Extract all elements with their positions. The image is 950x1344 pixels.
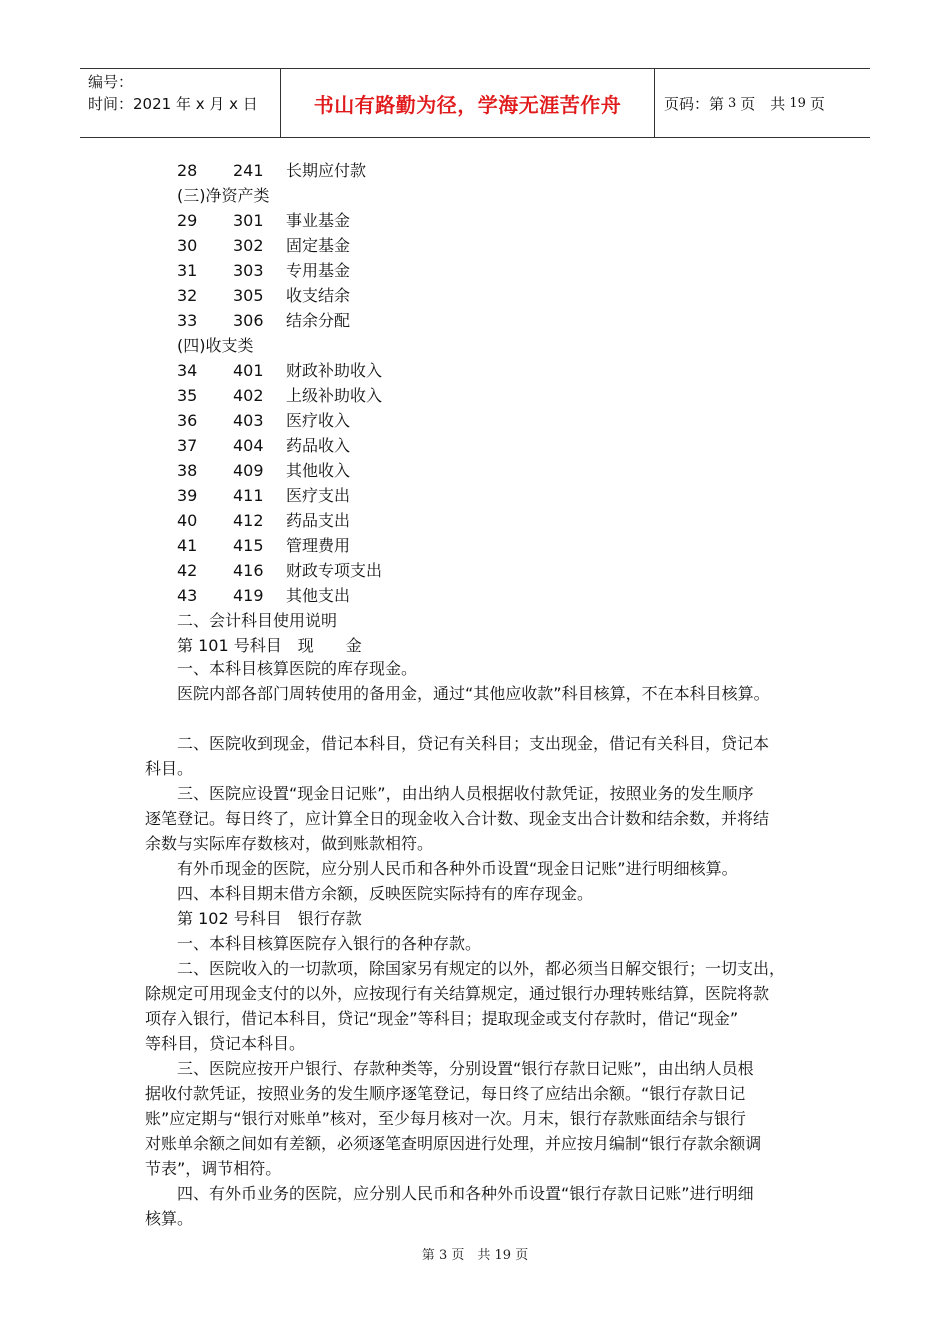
- paragraph: [145, 881, 810, 906]
- account-no: 36: [177, 411, 198, 430]
- account-no: 39: [177, 486, 198, 505]
- paragraph: [145, 781, 810, 856]
- text-line: 逐笔登记。每日终了，应计算全日的现金收入合计数、现金支出合计数和结余数，并将结: [145, 809, 770, 828]
- paragraph: [145, 656, 810, 681]
- footer-middle: 页 共: [451, 1248, 491, 1263]
- account-code: 411: [233, 486, 264, 505]
- account-no: 38: [177, 461, 198, 480]
- text-line: 四、本科目期末借方余额，反映医院实际持有的库存现金。: [177, 884, 594, 903]
- body-text: [145, 656, 810, 1231]
- account-name: 药品收入: [286, 436, 351, 455]
- page-footer: [0, 1244, 950, 1263]
- footer-suffix: 页: [515, 1248, 529, 1263]
- account-no: 37: [177, 436, 198, 455]
- text-line: 对账单余额之间如有差额，必须逐笔查明原因进行处理，并应按月编制“银行存款余额调: [145, 1134, 762, 1153]
- section-heading: (三)净资产类: [177, 186, 270, 205]
- account-row: [177, 583, 382, 608]
- section-heading: (四)收支类: [177, 336, 254, 355]
- account-row: [177, 308, 382, 333]
- account-name: 药品支出: [286, 511, 351, 530]
- account-name: 长期应付款: [286, 161, 367, 180]
- paragraph: [145, 856, 810, 881]
- text-line: 项存入银行，借记本科目，贷记“现金”等科目；提取现金或支付存款时，借记“现金”: [145, 1009, 739, 1028]
- account-code: 412: [233, 511, 264, 530]
- account-row: [177, 433, 382, 458]
- account-no: 35: [177, 386, 198, 405]
- footer-current: 3: [438, 1248, 448, 1263]
- account-name: 其他收入: [286, 461, 351, 480]
- account-name: 固定基金: [286, 236, 351, 255]
- page-total: 19: [789, 95, 806, 111]
- text-line: 账”应定期与“银行对账单”核对，至少每月核对一次。月末，银行存款账面结余与银行: [145, 1109, 746, 1128]
- footer-prefix: 第: [421, 1248, 435, 1263]
- paragraph: [145, 681, 810, 706]
- page-prefix: 页码：第: [664, 94, 725, 113]
- paragraph: [145, 731, 810, 781]
- account-code: 241: [233, 161, 264, 180]
- footer-total: 19: [494, 1248, 512, 1263]
- account-row: [177, 458, 382, 483]
- paragraph: [145, 931, 810, 956]
- account-row: [177, 208, 382, 233]
- account-no: 29: [177, 211, 198, 230]
- account-no: 28: [177, 161, 198, 180]
- number-label: 编号：: [88, 73, 134, 91]
- header-motto-cell: [280, 69, 655, 137]
- account-no: 33: [177, 311, 198, 330]
- text-line: 余数与实际库存数核对，做到账款相符。: [145, 834, 434, 853]
- account-no: 43: [177, 586, 198, 605]
- account-row: [177, 258, 382, 283]
- account-code: 404: [233, 436, 264, 455]
- text-line: 等科目，贷记本科目。: [145, 1034, 306, 1053]
- account-code: 303: [233, 261, 264, 280]
- text-line: 科目。: [145, 759, 194, 778]
- account-name: 医疗支出: [286, 486, 351, 505]
- account-row: [177, 283, 382, 308]
- account-no: 41: [177, 536, 198, 555]
- account-no: 42: [177, 561, 198, 580]
- text-line: 第 102 号科目 银行存款: [177, 909, 362, 928]
- account-name: 医疗收入: [286, 411, 351, 430]
- text-line: 三、医院应按开户银行、存款种类等，分别设置“银行存款日记账”，由出纳人员根: [177, 1059, 754, 1078]
- paragraph: [145, 906, 810, 931]
- account-no: 40: [177, 511, 198, 530]
- account-code: 415: [233, 536, 264, 555]
- account-name: 专用基金: [286, 261, 351, 280]
- paragraph: [145, 956, 810, 1056]
- header-left: [88, 71, 258, 115]
- account-no: 31: [177, 261, 198, 280]
- account-row: [177, 358, 382, 383]
- account-code: 409: [233, 461, 264, 480]
- account-row: [177, 533, 382, 558]
- account-row: [177, 158, 382, 183]
- paragraph: [145, 1181, 810, 1231]
- text-line: 据收付款凭证，按照业务的发生顺序逐笔登记，每日终了应结出余额。“银行存款日记: [145, 1084, 746, 1103]
- section-heading: 二、会计科目使用说明: [177, 611, 338, 630]
- page-header: [80, 68, 870, 138]
- account-row: [177, 483, 382, 508]
- text-line: 核算。: [145, 1209, 194, 1228]
- account-no: 34: [177, 361, 198, 380]
- account-no: 30: [177, 236, 198, 255]
- account-row: [177, 558, 382, 583]
- paragraph: [145, 706, 810, 731]
- account-row: [177, 408, 382, 433]
- account-code: 402: [233, 386, 264, 405]
- text-line: 四、有外币业务的医院，应分别人民币和各种外币设置“银行存款日记账”进行明细: [177, 1184, 754, 1203]
- account-code: 403: [233, 411, 264, 430]
- text-line: 三、医院应设置“现金日记账”，由出纳人员根据收付款凭证，按照业务的发生顺序: [177, 784, 754, 803]
- paragraph: [145, 1056, 810, 1181]
- text-line: 一、本科目核算医院的库存现金。: [177, 659, 418, 678]
- header-page-number: [664, 69, 825, 137]
- account-code: 301: [233, 211, 264, 230]
- account-name: 财政补助收入: [286, 361, 383, 380]
- text-line: 除规定可用现金支付的以外，应按现行有关结算规定，通过银行办理转账结算，医院将款: [145, 984, 770, 1003]
- account-code: 302: [233, 236, 264, 255]
- page-suffix: 页: [809, 94, 825, 113]
- account-name: 上级补助收入: [286, 386, 383, 405]
- page-current: 3: [728, 95, 737, 111]
- text-line: 二、医院收到现金，借记本科目，贷记有关科目；支出现金，借记有关科目，贷记本: [177, 734, 770, 753]
- account-row: [177, 383, 382, 408]
- text-line: 医院内部各部门周转使用的备用金，通过“其他应收款”科目核算，不在本科目核算。: [177, 684, 770, 703]
- section-heading: 第 101 号科目 现 金: [177, 636, 362, 655]
- text-line: 二、医院收入的一切款项，除国家另有规定的以外，都必须当日解交银行；一切支出，: [177, 959, 786, 978]
- account-name: 管理费用: [286, 536, 351, 555]
- account-code: 416: [233, 561, 264, 580]
- account-row: [177, 233, 382, 258]
- text-line: 节表”，调节相符。: [145, 1159, 282, 1178]
- account-name: 财政专项支出: [286, 561, 383, 580]
- account-name: 结余分配: [286, 311, 351, 330]
- account-name: 其他支出: [286, 586, 351, 605]
- account-no: 32: [177, 286, 198, 305]
- text-line: 有外币现金的医院，应分别人民币和各种外币设置“现金日记账”进行明细核算。: [177, 859, 738, 878]
- account-code: 305: [233, 286, 264, 305]
- account-code: 419: [233, 586, 264, 605]
- account-name: 收支结余: [286, 286, 351, 305]
- account-code: 306: [233, 311, 264, 330]
- motto-text: 书山有路勤为径，学海无涯苦作舟: [313, 92, 622, 117]
- text-line: [145, 706, 810, 731]
- account-code: 401: [233, 361, 264, 380]
- account-name: 事业基金: [286, 211, 351, 230]
- page-middle: 页 共: [740, 94, 786, 113]
- account-row: [177, 508, 382, 533]
- account-list: [177, 158, 382, 658]
- time-label: 时间：2021 年 x 月 x 日: [88, 95, 258, 113]
- text-line: 一、本科目核算医院存入银行的各种存款。: [177, 934, 482, 953]
